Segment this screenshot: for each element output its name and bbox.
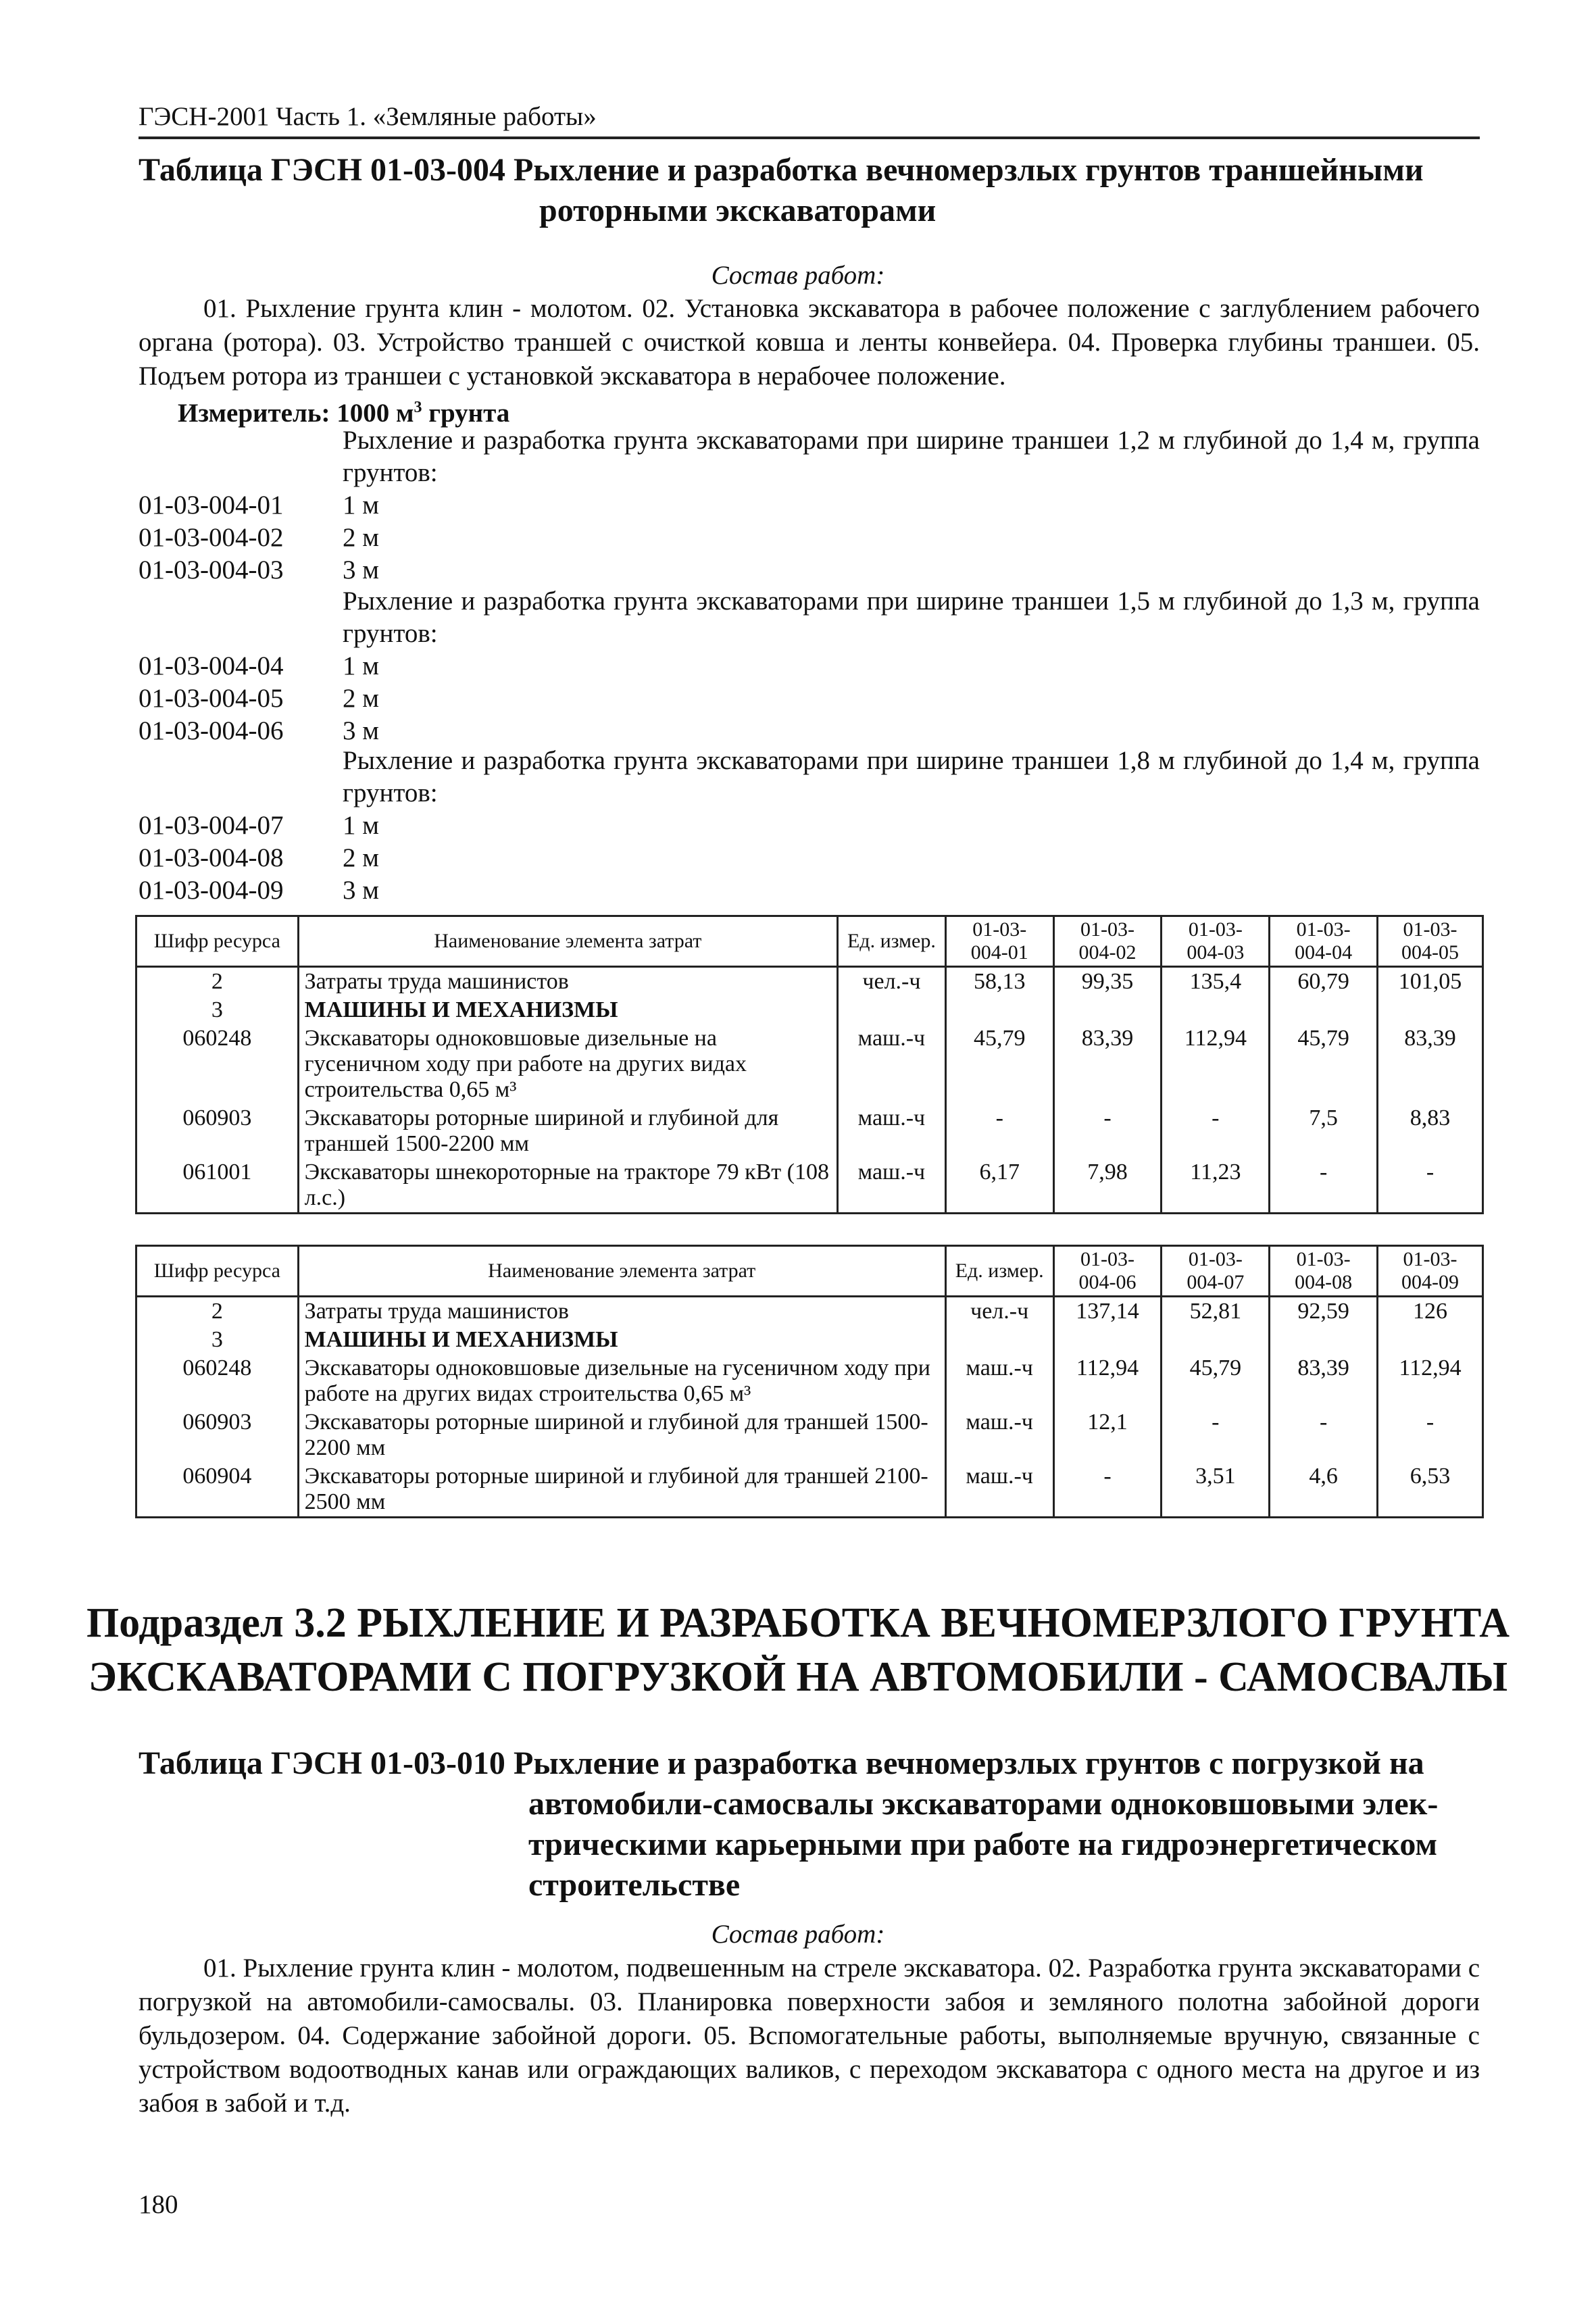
table-row [136,967,1483,997]
norm-item [139,650,1480,682]
norm-group [139,585,1480,747]
norm-value: 3 м [343,716,379,745]
value-cell [945,996,1053,1024]
column-header: 01-03- 004-04 [1270,916,1378,967]
table-row [136,1408,1483,1462]
value-cell: - [1378,1158,1483,1214]
value-cell: 7,98 [1053,1158,1162,1214]
norm-item [139,874,1480,907]
norm-value: 2 м [343,523,379,552]
value-cell [1053,1326,1162,1354]
norm-group [139,424,1480,587]
column-header: Шифр ресурса [136,916,299,967]
table-title-text: Рыхление и разработка вечномерзлых грунтов с погрузкой на [513,1745,1424,1781]
unit-cell: чел.-ч [838,967,946,997]
value-cell: 83,39 [1378,1024,1483,1104]
column-header: 01-03- 004-03 [1162,916,1270,967]
meter-unit: грунта [428,399,510,428]
column-header: 01-03- 004-08 [1270,1246,1378,1297]
table-header-row [136,916,1483,967]
value-cell [1270,996,1378,1024]
value-cell: - [1053,1104,1162,1158]
unit-cell [945,1326,1053,1354]
table-title-text: Рыхление и разработка вечномерзлых грунтов траншейными [513,152,1424,188]
unit-cell: маш.-ч [838,1104,946,1158]
table-title-text-cont: трическими карьерными при работе на гидроэнергетическом [528,1826,1438,1862]
value-cell [1378,1326,1483,1354]
value-cell: - [945,1104,1053,1158]
column-header: Ед. измер. [945,1246,1053,1297]
value-cell: 99,35 [1053,967,1162,997]
norm-item [139,554,1480,587]
subsection-heading-line: ЭКСКАВАТОРАМИ С ПОГРУЗКОЙ НА АВТОМОБИЛИ - САМОСВАЛЫ [88,1654,1508,1700]
unit-cell: маш.-ч [838,1024,946,1104]
value-cell: 6,53 [1378,1462,1483,1518]
norm-value: 1 м [343,811,379,840]
value-cell: 8,83 [1378,1104,1483,1158]
norm-group-desc: Рыхление и разработка грунта экскаваторами при ширине траншеи 1,8 м глубиной до 1,4 м, группа грунтов: [343,746,1480,807]
norm-value: 2 м [343,684,379,713]
norm-item [139,715,1480,747]
norm-code: 01-03-004-07 [139,811,284,840]
norm-group [139,745,1480,907]
table-header-row [136,1246,1483,1297]
subsection-heading-line: Подраздел 3.2 РЫХЛЕНИЕ И РАЗРАБОТКА ВЕЧНОМЕРЗЛОГО ГРУНТА [86,1600,1510,1646]
value-cell: - [1162,1104,1270,1158]
value-cell: 92,59 [1270,1297,1378,1326]
work-composition-caption: Состав работ: [711,261,885,290]
value-cell: - [1378,1408,1483,1462]
column-header: 01-03- 004-01 [945,916,1053,967]
value-cell: 126 [1378,1297,1483,1326]
value-cell [1162,996,1270,1024]
table-row [136,1326,1483,1354]
value-cell: - [1270,1408,1378,1462]
column-header: 01-03- 004-06 [1053,1246,1162,1297]
resource-name-cell: Экскаваторы роторные шириной и глубиной для траншей 2100-2500 мм [298,1462,945,1518]
value-cell [1270,1326,1378,1354]
column-header: Наименование элемента затрат [298,1246,945,1297]
value-cell: 52,81 [1162,1297,1270,1326]
value-cell: 112,94 [1162,1024,1270,1104]
value-cell: 60,79 [1270,967,1378,997]
work-composition-caption: Состав работ: [711,1920,885,1949]
table-row [136,1024,1483,1104]
norm-item [139,489,1480,522]
value-cell: - [1162,1408,1270,1462]
value-cell: 6,17 [945,1158,1053,1214]
resource-code-cell: 060248 [136,1354,299,1408]
resource-code-cell: 060904 [136,1462,299,1518]
column-header: Ед. измер. [838,916,946,967]
value-cell: 3,51 [1162,1462,1270,1518]
resource-name-cell: Экскаваторы одноковшовые дизельные на гусеничном ходу при работе на других видах строительства 0,65 м³ [298,1024,837,1104]
value-cell: 11,23 [1162,1158,1270,1214]
table-row [136,1462,1483,1518]
value-cell: 101,05 [1378,967,1483,997]
unit-cell [838,996,946,1024]
resource-table-b [135,1245,1484,1518]
resource-table-a [135,915,1484,1214]
value-cell [1378,996,1483,1024]
column-header: 01-03- 004-02 [1053,916,1162,967]
norm-item [139,810,1480,842]
table-row [136,996,1483,1024]
table-title-01-03-010 [139,1743,1480,1906]
unit-cell: маш.-ч [945,1462,1053,1518]
work-composition-text: 01. Рыхление грунта клин - молотом, подвешенным на стреле экскаватора. 02. Разработка грунта экскаваторами с погрузкой на автомобили-самосвалы. 03. Планировка поверхности забоя и земляного полотна забойной дороги бульдозером. 04. Содержание забойной дороги. 05. Вспомогательные работы, выполняемые вручную, связанные с устройством водоотводных канав или ограждающих валиков, с переходом экскаватора с одного места на другое и из забоя в забой и т.д. [139,1953,1480,2118]
resource-code-cell: 060903 [136,1408,299,1462]
resource-code-cell: 3 [136,996,299,1024]
norm-code: 01-03-004-02 [139,523,284,552]
norm-value: 3 м [343,555,379,584]
value-cell: 45,79 [945,1024,1053,1104]
norm-item [139,522,1480,554]
meter-label: Измеритель: [178,399,330,428]
value-cell: 135,4 [1162,967,1270,997]
value-cell: 83,39 [1270,1354,1378,1408]
norm-value: 1 м [343,651,379,680]
table-title-text-cont: строительстве [528,1867,741,1903]
resource-name-cell: Экскаваторы шнекороторные на тракторе 79 кВт (108 л.с.) [298,1158,837,1214]
value-cell: 58,13 [945,967,1053,997]
resource-name-cell: Экскаваторы одноковшовые дизельные на гусеничном ходу при работе на других видах строительства 0,65 м³ [298,1354,945,1408]
table-title-01-03-004 [139,150,1480,231]
resource-code-cell: 2 [136,1297,299,1326]
value-cell [1162,1326,1270,1354]
column-header: 01-03- 004-05 [1378,916,1483,967]
value-cell: 45,79 [1162,1354,1270,1408]
norm-code: 01-03-004-01 [139,491,284,520]
table-title-text-cont: роторными экскаваторами [539,193,937,228]
running-header: ГЭСН-2001 Часть 1. «Земляные работы» [139,100,1480,139]
table-label: Таблица ГЭСН 01-03-004 [139,152,505,188]
table-row [136,1158,1483,1214]
column-header: 01-03- 004-07 [1162,1246,1270,1297]
norm-item [139,842,1480,874]
norm-group-desc: Рыхление и разработка грунта экскаваторами при ширине траншеи 1,5 м глубиной до 1,3 м, группа грунтов: [343,587,1480,648]
value-cell: 137,14 [1053,1297,1162,1326]
value-cell: 112,94 [1378,1354,1483,1408]
table-row [136,1354,1483,1408]
table-title-text-cont: автомобили-самосвалы экскаваторами одноковшовыми элек- [528,1786,1439,1822]
column-header: 01-03- 004-09 [1378,1246,1483,1297]
norm-value: 2 м [343,843,379,872]
value-cell: 45,79 [1270,1024,1378,1104]
unit-cell: чел.-ч [945,1297,1053,1326]
subsection-heading [0,1596,1596,1704]
resource-name-cell: Затраты труда машинистов [298,967,837,997]
table-label: Таблица ГЭСН 01-03-010 [139,1745,505,1781]
meter-value: 1000 м [336,399,414,428]
resource-code-cell: 3 [136,1326,299,1354]
resource-code-cell: 061001 [136,1158,299,1214]
value-cell: 112,94 [1053,1354,1162,1408]
norm-group-desc: Рыхление и разработка грунта экскаваторами при ширине траншеи 1,2 м глубиной до 1,4 м, группа грунтов: [343,426,1480,487]
column-header: Наименование элемента затрат [298,916,837,967]
unit-cell: маш.-ч [945,1354,1053,1408]
norm-code: 01-03-004-04 [139,651,284,680]
meter-sup: 3 [414,399,422,416]
resource-name-cell: Экскаваторы роторные шириной и глубиной для траншей 1500-2200 мм [298,1408,945,1462]
norm-code: 01-03-004-05 [139,684,284,713]
resource-name-cell: Экскаваторы роторные шириной и глубиной для траншей 1500-2200 мм [298,1104,837,1158]
resource-name-cell: Затраты труда машинистов [298,1297,945,1326]
value-cell: 12,1 [1053,1408,1162,1462]
resource-code-cell: 060248 [136,1024,299,1104]
norm-code: 01-03-004-06 [139,716,284,745]
table-row [136,1297,1483,1326]
page-number: 180 [139,2190,178,2219]
norm-value: 3 м [343,876,379,905]
value-cell: 7,5 [1270,1104,1378,1158]
unit-cell: маш.-ч [838,1158,946,1214]
column-header: Шифр ресурса [136,1246,299,1297]
norm-code: 01-03-004-09 [139,876,284,905]
norm-item [139,682,1480,715]
value-cell: 4,6 [1270,1462,1378,1518]
value-cell [1053,996,1162,1024]
resource-name-cell: МАШИНЫ И МЕХАНИЗМЫ [298,1326,945,1354]
value-cell: - [1053,1462,1162,1518]
norm-code: 01-03-004-08 [139,843,284,872]
unit-cell: маш.-ч [945,1408,1053,1462]
norm-code: 01-03-004-03 [139,555,284,584]
value-cell: - [1270,1158,1378,1214]
norm-value: 1 м [343,491,379,520]
resource-code-cell: 2 [136,967,299,997]
work-composition-text: 01. Рыхление грунта клин - молотом. 02. Установка экскаватора в рабочее положение с заглублением рабочего органа (ротора). 03. Устройство траншей с очисткой ковша и ленты конвейера. 04. Проверка глубины траншеи. 05. Подъем ротора из траншеи с установкой экскаватора в нерабочее положение. [139,294,1480,391]
resource-name-cell: МАШИНЫ И МЕХАНИЗМЫ [298,996,837,1024]
value-cell: 83,39 [1053,1024,1162,1104]
resource-code-cell: 060903 [136,1104,299,1158]
table-row [136,1104,1483,1158]
